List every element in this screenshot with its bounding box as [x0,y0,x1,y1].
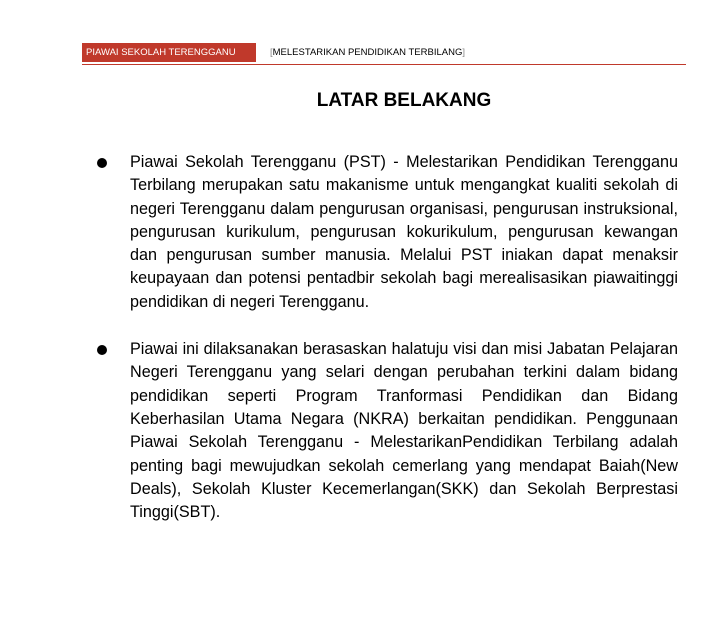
header-left-label: PIAWAI SEKOLAH TERENGGANU [82,43,256,62]
page-header [82,43,686,64]
section-title: LATAR BELAKANG [316,90,492,111]
bullet-item [92,151,678,314]
header-subtitle: MELESTARIKAN PENDIDIKAN TERBILANG [272,47,463,58]
bullet-icon [97,345,107,355]
header-divider [256,43,264,62]
bullet-text: Piawai Sekolah Terengganu (PST) - Melestarikan Pendidikan Terengganu Terbilang merupakan satu makanisme untuk mengangkat kualiti sekolah di negeri Terengganu dalam pengurusan organisasi, pengurusan instruksional, pengurusan kurikulum, pengurusan kokurikulum, pengurusan kewangan dan pengurusan sumber manusia. Melalui PST iniakan dapat menaksir keupayaan dan potensi pentadbir sekolah bagi merealisasikan piawaitinggi pendidikan di negeri Terengganu. [130,153,678,311]
bullet-item [92,338,678,524]
header-rule [82,64,686,65]
bullet-list [92,151,678,548]
bullet-text: Piawai ini dilaksanakan berasaskan halatuju visi dan misi Jabatan Pelajaran Negeri Terengganu yang selari dengan perubahan terkini dalam bidang pendidikan seperti Program Tranformasi Pendidikan dan Bidang Keberhasilan Utama Negara (NKRA) berkaitan pendidikan. Penggunaan Piawai Sekolah Terengganu - MelestarikanPendidikan Terbilang adalah penting bagi mewujudkan sekolah cemerlang yang mendapat Baiah(New Deals), Sekolah Kluster Kecemerlangan(SKK) dan Sekolah Berprestasi Tinggi(SBT). [130,340,678,522]
header-bracket-close: ] [462,47,465,58]
header-bracket-open: [ [270,47,273,58]
header-right-label [264,43,465,62]
bullet-icon [97,158,107,168]
